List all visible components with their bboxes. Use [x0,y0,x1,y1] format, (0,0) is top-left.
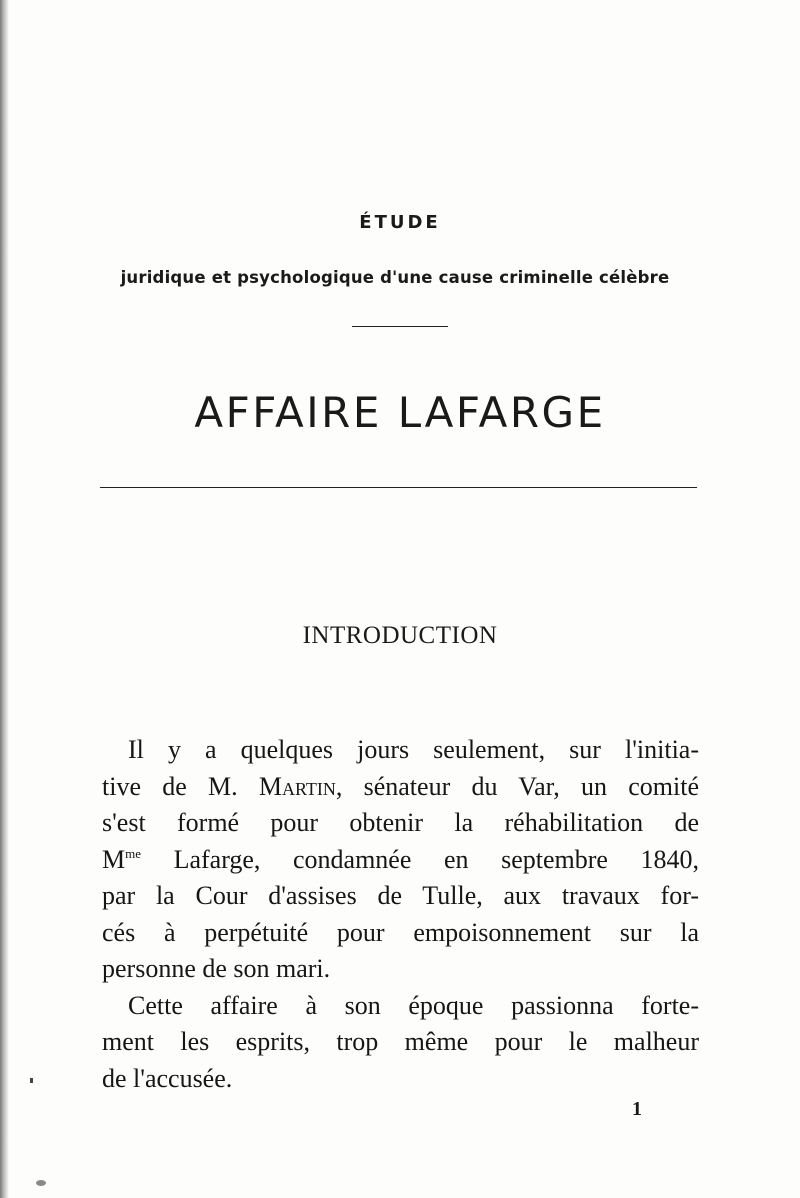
text-fragment: , sénateur du Var, un comité [335,771,699,801]
text-line: par la Cour d'assises de Tulle, aux travaux for- [102,881,699,910]
superscript: me [125,845,142,861]
text-fragment: Lafarge, condamnée en septembre 1840, [141,844,699,874]
etude-heading: ÉTUDE [359,212,441,233]
scan-speck [36,1180,46,1186]
section-heading: INTRODUCTION [302,622,498,649]
body-text [102,732,699,1097]
text-fragment: M [102,844,126,874]
text-line: Cette affaire à son époque passionna forte- [128,990,699,1020]
text-line: Il y a quelques jours seulement, sur l'initia- [128,735,699,764]
text-line: de l'accusée. [102,1063,233,1093]
text-line: ment les esprits, trop même pour le malheur [102,1027,699,1056]
text-line [102,842,699,879]
text-line: personne de son mari. [102,954,331,983]
text-line: s'est formé pour obtenir la réhabilitation de [102,808,699,837]
text-line: cés à perpétuité pour empoisonnement sur la [102,917,699,947]
subtitle: juridique et psychologique d'une cause criminelle célèbre [120,268,670,287]
short-divider [352,326,448,327]
scan-shadow-edge [0,0,9,1198]
page-title: AFFAIRE LAFARGE [194,388,606,437]
text-fragment: tive de M. [102,771,259,801]
long-divider [100,487,697,488]
author-name: Martin [258,771,336,801]
text-line [102,769,699,806]
page-number: 1 [632,1098,642,1120]
scan-speck [30,1078,33,1083]
